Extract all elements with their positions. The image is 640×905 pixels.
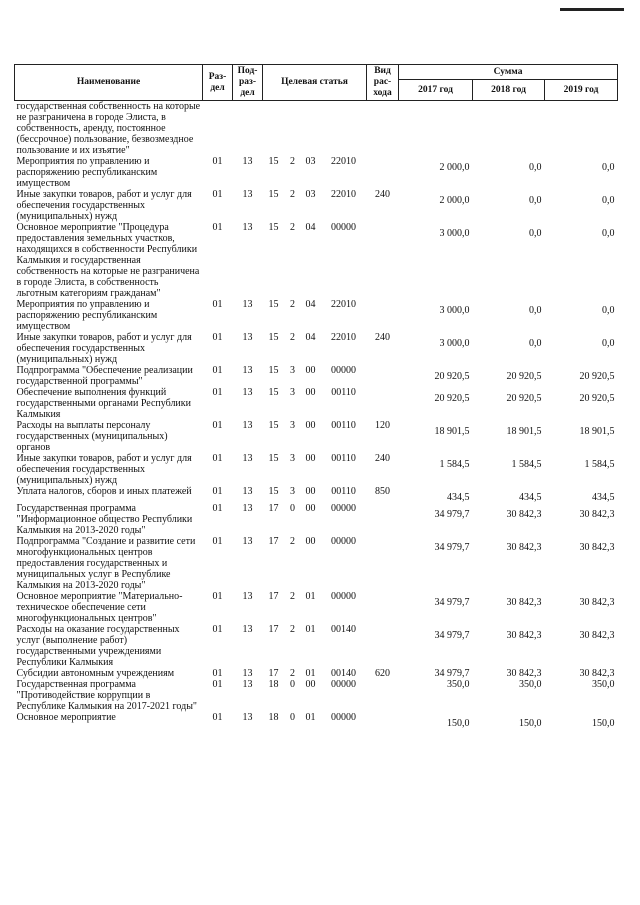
budget-table-page <box>14 64 617 729</box>
cell-pr: 13 <box>242 486 253 497</box>
cell-c1: 17 <box>268 591 279 602</box>
cell-c1: 15 <box>268 156 279 167</box>
cell-vr <box>367 679 399 712</box>
cell-c4: 22010 <box>331 189 356 200</box>
table-row <box>15 101 618 157</box>
cell-s19: 30 842,3 <box>579 542 615 553</box>
table-row <box>15 189 618 222</box>
cell-s19: 0,0 <box>602 305 615 316</box>
cell-vr <box>367 624 399 668</box>
cell-c2 <box>285 101 301 157</box>
cell-s18: 0,0 <box>529 195 542 206</box>
cell-pr: 13 <box>242 453 253 464</box>
cell-name: Уплата налогов, сборов и иных платежей <box>16 486 192 497</box>
table-row <box>15 332 618 365</box>
cell-rz: 01 <box>212 365 223 376</box>
cell-name: Мероприятия по управлению и распоряжению республиканским имуществом <box>16 156 158 189</box>
cell-c4: 22010 <box>331 332 356 343</box>
cell-c2: 0 <box>290 679 295 690</box>
cell-s19: 30 842,3 <box>579 630 615 641</box>
cell-s19: 150,0 <box>592 718 615 729</box>
cell-s19: 434,5 <box>592 492 615 503</box>
cell-s18: 30 842,3 <box>506 509 542 520</box>
cell-name: Субсидии автономным учреждениям <box>16 668 175 679</box>
cell-s19 <box>545 101 618 157</box>
cell-c4: 00110 <box>331 420 356 431</box>
cell-rz: 01 <box>212 591 223 602</box>
cell-c4: 00110 <box>331 387 356 398</box>
cell-c3: 04 <box>305 332 316 343</box>
cell-s18: 0,0 <box>529 305 542 316</box>
cell-c1: 15 <box>268 189 279 200</box>
cell-s17: 150,0 <box>447 718 470 729</box>
cell-rz: 01 <box>212 156 223 167</box>
cell-pr: 13 <box>242 624 253 635</box>
cell-c3: 01 <box>305 624 316 635</box>
cell-pr: 13 <box>242 387 253 398</box>
table-row <box>15 536 618 591</box>
cell-pr: 13 <box>242 420 253 431</box>
table-row <box>15 486 618 503</box>
header-razdel: Раз- дел <box>203 65 233 101</box>
header-2018: 2018 год <box>473 80 545 101</box>
cell-c4: 00110 <box>331 486 356 497</box>
cell-s17: 3 000,0 <box>439 228 470 239</box>
cell-s17: 3 000,0 <box>439 338 470 349</box>
cell-s18: 30 842,3 <box>506 630 542 641</box>
cell-s17: 18 901,5 <box>434 426 470 437</box>
cell-c3: 00 <box>305 453 316 464</box>
cell-name: Расходы на выплаты персоналу государственных (муниципальных) органов <box>16 420 168 453</box>
cell-name: Мероприятия по управлению и распоряжению республиканским имуществом <box>16 299 158 332</box>
cell-rz: 01 <box>212 503 223 514</box>
cell-s18: 350,0 <box>519 679 542 690</box>
table-row <box>15 453 618 486</box>
cell-rz: 01 <box>212 486 223 497</box>
cell-s17: 34 979,7 <box>434 668 470 679</box>
cell-pr: 13 <box>242 679 253 690</box>
cell-c4: 22010 <box>331 299 356 310</box>
cell-s19: 18 901,5 <box>579 426 615 437</box>
cell-c2: 2 <box>290 591 295 602</box>
table-row <box>15 503 618 536</box>
table-row <box>15 299 618 332</box>
cell-c3: 04 <box>305 222 316 233</box>
cell-s17: 1 584,5 <box>439 459 470 470</box>
table-row <box>15 156 618 189</box>
cell-c4: 00000 <box>331 679 356 690</box>
cell-c4: 00000 <box>331 536 356 547</box>
cell-name: Основное мероприятие <box>16 712 116 723</box>
cell-c3: 00 <box>305 486 316 497</box>
cell-rz: 01 <box>212 420 223 431</box>
cell-c3: 01 <box>305 591 316 602</box>
cell-rz: 01 <box>212 453 223 464</box>
cell-name: Основное мероприятие "Процедура предоставления земельных участков, находящихся в собственности Республики Калмыкия и государственная собственность на которые не разграничена в городе Элиста, в собственность льготным категориям гражданам" <box>16 222 200 299</box>
cell-c4 <box>321 101 367 157</box>
cell-vr <box>367 712 399 729</box>
cell-c3: 01 <box>305 712 316 723</box>
cell-pr: 13 <box>242 712 253 723</box>
cell-c2: 2 <box>290 156 295 167</box>
cell-vr <box>367 503 399 536</box>
cell-s19: 30 842,3 <box>579 668 615 679</box>
cell-pr: 13 <box>242 503 253 514</box>
table-row <box>15 222 618 299</box>
cell-c2: 3 <box>290 486 295 497</box>
table-row <box>15 712 618 729</box>
cell-c4: 00140 <box>331 624 356 635</box>
budget-table <box>14 64 618 729</box>
cell-s19: 0,0 <box>602 162 615 173</box>
cell-vr <box>367 365 399 387</box>
cell-vr <box>367 387 399 420</box>
cell-c3: 01 <box>305 668 316 679</box>
cell-c1: 15 <box>268 222 279 233</box>
cell-s19: 350,0 <box>592 679 615 690</box>
cell-pr: 13 <box>242 156 253 167</box>
cell-pr: 13 <box>242 299 253 310</box>
cell-c3: 00 <box>305 365 316 376</box>
cell-rz: 01 <box>212 332 223 343</box>
cell-c2: 2 <box>290 624 295 635</box>
cell-rz: 01 <box>212 624 223 635</box>
table-row <box>15 668 618 679</box>
cell-rz <box>203 101 233 157</box>
cell-s18: 30 842,3 <box>506 542 542 553</box>
cell-name: Основное мероприятие "Материально-техническое обеспечение сети многофункциональных центров" <box>16 591 183 624</box>
table-row <box>15 387 618 420</box>
cell-vr <box>367 101 399 157</box>
cell-pr: 13 <box>242 332 253 343</box>
cell-s17: 434,5 <box>447 492 470 503</box>
cell-c4: 00000 <box>331 712 356 723</box>
cell-c1: 15 <box>268 387 279 398</box>
cell-c2: 2 <box>290 189 295 200</box>
cell-s17: 20 920,5 <box>434 371 470 382</box>
cell-pr: 13 <box>242 536 253 547</box>
cell-c1: 18 <box>268 679 279 690</box>
cell-c3: 00 <box>305 679 316 690</box>
cell-c2: 3 <box>290 420 295 431</box>
cell-c3 <box>301 101 321 157</box>
cell-s19: 20 920,5 <box>579 371 615 382</box>
header-podrazdel: Под- раз- дел <box>233 65 263 101</box>
cell-pr: 13 <box>242 668 253 679</box>
cell-c4: 00000 <box>331 222 356 233</box>
cell-rz: 01 <box>212 222 223 233</box>
cell-s17: 3 000,0 <box>439 305 470 316</box>
cell-name: Расходы на оказание государственных услуг (выполнение работ) государственными учреждениями Республики Калмыкия <box>16 624 180 668</box>
cell-name: Подпрограмма "Обеспечение реализации государственной программы" <box>16 365 193 387</box>
table-header <box>15 65 618 101</box>
cell-c4: 00000 <box>331 591 356 602</box>
cell-vr: 240 <box>375 332 391 343</box>
cell-c4: 00000 <box>331 365 356 376</box>
cell-c1: 17 <box>268 668 279 679</box>
cell-c2: 2 <box>290 668 295 679</box>
cell-vr <box>367 536 399 591</box>
cell-s19: 30 842,3 <box>579 597 615 608</box>
cell-c4: 00000 <box>331 503 356 514</box>
cell-rz: 01 <box>212 536 223 547</box>
cell-rz: 01 <box>212 189 223 200</box>
cell-c3: 00 <box>305 536 316 547</box>
cell-pr <box>233 101 263 157</box>
cell-c4: 00110 <box>331 453 356 464</box>
cell-c1: 15 <box>268 365 279 376</box>
cell-c1 <box>263 101 285 157</box>
cell-s17: 34 979,7 <box>434 509 470 520</box>
cell-c1: 17 <box>268 624 279 635</box>
cell-s17 <box>399 101 473 157</box>
cell-name: Иные закупки товаров, работ и услуг для обеспечения государственных (муниципальных) нужд <box>16 332 192 365</box>
table-row <box>15 365 618 387</box>
cell-s19: 0,0 <box>602 228 615 239</box>
cell-name: Обеспечение выполнения функций государственными органами Республики Калмыкия <box>16 387 191 420</box>
cell-c4: 00140 <box>331 668 356 679</box>
cell-s17: 350,0 <box>447 679 470 690</box>
cell-rz: 01 <box>212 387 223 398</box>
cell-name: Иные закупки товаров, работ и услуг для обеспечения государственных (муниципальных) нужд <box>16 453 192 486</box>
cell-c2: 3 <box>290 365 295 376</box>
cell-c1: 15 <box>268 299 279 310</box>
header-2019: 2019 год <box>545 80 618 101</box>
cell-name: государственная собственность на которые не разграничена в городе Элиста, в собственность, аренду, постоянное (бессрочное) пользование, безвозмездное пользование и их изъятие" <box>16 101 201 156</box>
cell-c2: 3 <box>290 387 295 398</box>
cell-rz: 01 <box>212 712 223 723</box>
cell-s18 <box>473 101 545 157</box>
cell-s17: 2 000,0 <box>439 195 470 206</box>
cell-c1: 15 <box>268 420 279 431</box>
cell-c2: 2 <box>290 332 295 343</box>
cell-c2: 2 <box>290 536 295 547</box>
cell-c2: 0 <box>290 712 295 723</box>
cell-vr: 240 <box>375 453 391 464</box>
header-celevaya: Целевая статья <box>263 65 367 101</box>
cell-s18: 150,0 <box>519 718 542 729</box>
cell-vr: 850 <box>375 486 391 497</box>
header-name: Наименование <box>15 65 203 101</box>
table-body <box>15 101 618 730</box>
cell-c2: 2 <box>290 222 295 233</box>
cell-s17: 20 920,5 <box>434 393 470 404</box>
cell-s18: 0,0 <box>529 228 542 239</box>
cell-s17: 34 979,7 <box>434 630 470 641</box>
cell-vr: 240 <box>375 189 391 200</box>
cell-c1: 15 <box>268 332 279 343</box>
cell-s17: 2 000,0 <box>439 162 470 173</box>
cell-c3: 04 <box>305 299 316 310</box>
cell-rz: 01 <box>212 679 223 690</box>
cell-vr <box>367 299 399 332</box>
table-row <box>15 679 618 712</box>
top-rule <box>560 8 624 11</box>
cell-rz: 01 <box>212 668 223 679</box>
table-row <box>15 624 618 668</box>
cell-s19: 30 842,3 <box>579 509 615 520</box>
cell-vr <box>367 591 399 624</box>
cell-c1: 17 <box>268 503 279 514</box>
cell-c1: 18 <box>268 712 279 723</box>
cell-c3: 03 <box>305 156 316 167</box>
header-summa: Сумма <box>399 65 618 80</box>
cell-pr: 13 <box>242 189 253 200</box>
cell-c2: 3 <box>290 453 295 464</box>
cell-vr: 620 <box>375 668 391 679</box>
cell-s19: 1 584,5 <box>584 459 615 470</box>
cell-name: Государственная программа "Противодействие коррупции в Республике Калмыкия на 2017-2021 годы" <box>16 679 197 712</box>
cell-s17: 34 979,7 <box>434 597 470 608</box>
cell-s18: 20 920,5 <box>506 371 542 382</box>
cell-s18: 1 584,5 <box>511 459 542 470</box>
cell-s19: 0,0 <box>602 338 615 349</box>
cell-vr: 120 <box>375 420 391 431</box>
cell-s19: 20 920,5 <box>579 393 615 404</box>
cell-pr: 13 <box>242 591 253 602</box>
header-2017: 2017 год <box>399 80 473 101</box>
cell-s18: 434,5 <box>519 492 542 503</box>
cell-c3: 00 <box>305 387 316 398</box>
cell-s18: 20 920,5 <box>506 393 542 404</box>
cell-s18: 30 842,3 <box>506 597 542 608</box>
cell-s19: 0,0 <box>602 195 615 206</box>
cell-c1: 15 <box>268 486 279 497</box>
cell-c3: 03 <box>305 189 316 200</box>
cell-s18: 18 901,5 <box>506 426 542 437</box>
cell-s18: 0,0 <box>529 162 542 173</box>
header-vid: Вид рас- хода <box>367 65 399 101</box>
cell-pr: 13 <box>242 365 253 376</box>
cell-s18: 30 842,3 <box>506 668 542 679</box>
cell-rz: 01 <box>212 299 223 310</box>
cell-name: Иные закупки товаров, работ и услуг для обеспечения государственных (муниципальных) нужд <box>16 189 192 222</box>
cell-vr <box>367 156 399 189</box>
cell-vr <box>367 222 399 299</box>
cell-c4: 22010 <box>331 156 356 167</box>
cell-name: Государственная программа "Информационное общество Республики Калмыкия на 2013-2020 годы" <box>16 503 193 536</box>
cell-name: Подпрограмма "Создание и развитие сети многофункциональных центров предоставления государственных и муниципальных услуг в Республике Калмыкия на 2013-2020 годы" <box>16 536 196 591</box>
cell-c3: 00 <box>305 420 316 431</box>
table-row <box>15 420 618 453</box>
cell-c1: 17 <box>268 536 279 547</box>
cell-c2: 2 <box>290 299 295 310</box>
cell-c2: 0 <box>290 503 295 514</box>
cell-c3: 00 <box>305 503 316 514</box>
cell-pr: 13 <box>242 222 253 233</box>
cell-c1: 15 <box>268 453 279 464</box>
cell-s17: 34 979,7 <box>434 542 470 553</box>
cell-s18: 0,0 <box>529 338 542 349</box>
table-row <box>15 591 618 624</box>
